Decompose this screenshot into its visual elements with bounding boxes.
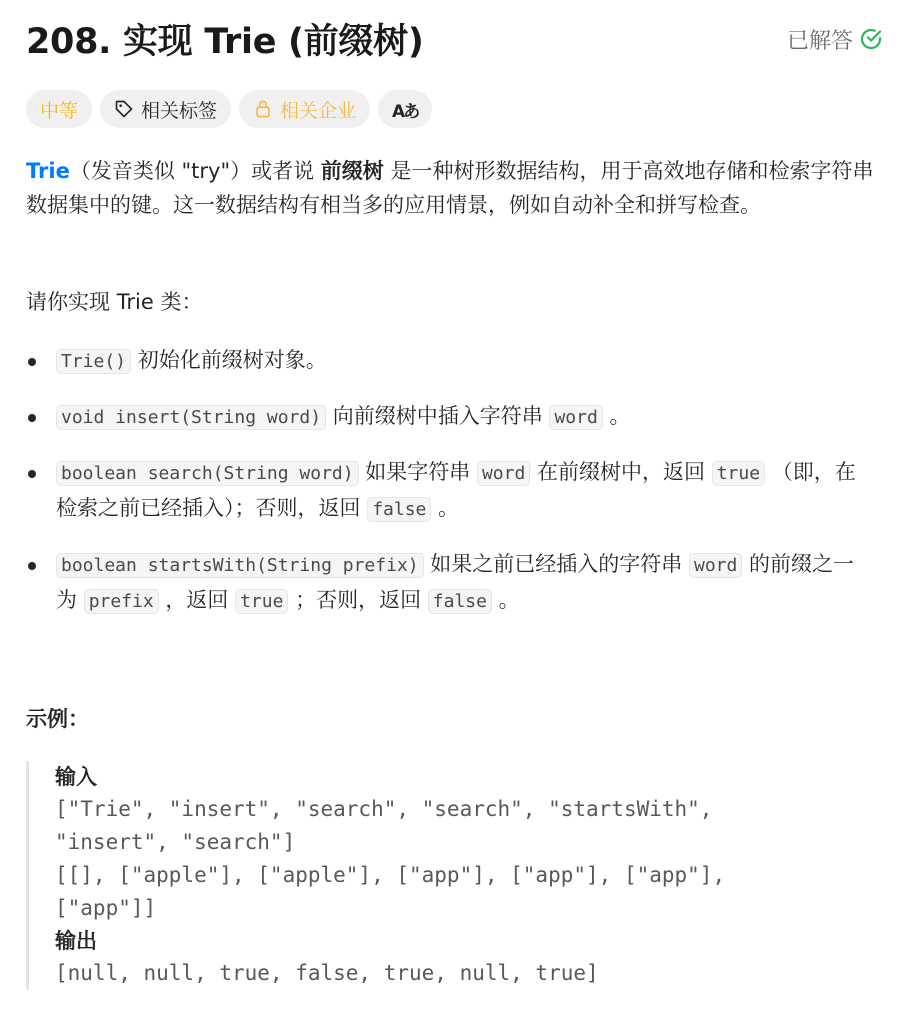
inline-code: prefix	[84, 589, 159, 614]
trie-link[interactable]: Trie	[26, 159, 70, 183]
inline-code: boolean search(String word)	[56, 461, 359, 486]
list-item	[56, 343, 866, 379]
intro-text: 请你实现 Trie 类：	[26, 290, 203, 314]
translate-button[interactable]	[378, 90, 432, 128]
description-text-1: （发音类似 "try"）或者说	[69, 159, 321, 183]
inline-code: boolean startsWith(String prefix)	[56, 553, 424, 578]
method-text: 的前缀之一为	[56, 552, 855, 612]
tag-icon	[114, 99, 134, 119]
method-text: ；否则，返回	[288, 588, 428, 612]
check-circle-icon	[859, 27, 883, 51]
translate-icon: Aあ	[392, 101, 419, 122]
related-companies-label: 相关企业	[280, 99, 357, 122]
method-text: 。	[602, 404, 631, 428]
method-text: 初始化前缀树对象。	[131, 348, 327, 372]
method-list	[26, 343, 866, 639]
description-bold-term: 前缀树	[320, 159, 384, 183]
output-line: [null, null, true, false, true, null, true]	[55, 961, 599, 985]
problem-description	[26, 154, 876, 222]
related-companies-button[interactable]	[239, 90, 370, 128]
method-text: ，返回	[158, 588, 236, 612]
description-text-2: 是一种树形数据结构，用于高效地存储和检索字符串数据集中的键。这一数据结构有相当多的应用情景，例如自动补全和拼写检查。	[26, 159, 874, 217]
inline-code: word	[477, 461, 530, 486]
inline-code: false	[367, 497, 431, 522]
related-tags-button[interactable]	[100, 90, 231, 128]
difficulty-tag[interactable]: 中等	[26, 90, 92, 128]
inline-code: word	[689, 553, 742, 578]
tag-bar	[26, 90, 432, 128]
method-text: （即，在检索之前已经插入）；否则，返回	[56, 460, 856, 520]
lock-icon	[253, 99, 273, 119]
example-block	[26, 761, 876, 990]
list-item	[56, 399, 866, 435]
inline-code: Trie()	[56, 349, 131, 374]
example-heading: 示例：	[26, 707, 89, 731]
list-item	[56, 455, 866, 527]
inline-code: true	[712, 461, 765, 486]
method-text: 。	[431, 496, 460, 520]
method-text: 。	[491, 588, 520, 612]
related-tags-label: 相关标签	[141, 99, 218, 122]
inline-code: true	[235, 589, 288, 614]
solved-label: 已解答	[786, 28, 853, 54]
method-text: 如果之前已经插入的字符串	[423, 552, 689, 576]
inline-code: false	[428, 589, 492, 614]
input-line: ["Trie", "insert", "search", "search", "startsWith",	[55, 797, 713, 821]
input-line: [[], ["apple"], ["apple"], ["app"], ["app"], ["app"],	[55, 863, 726, 887]
input-label: 输入	[55, 765, 97, 789]
input-line: "insert", "search"]	[55, 830, 296, 854]
problem-title: 208. 实现 Trie (前缀树)	[26, 22, 424, 62]
solved-status	[787, 24, 883, 55]
inline-code: void insert(String word)	[56, 405, 326, 430]
method-text: 向前缀树中插入字符串	[326, 404, 550, 428]
output-label: 输出	[55, 929, 97, 953]
input-line: ["app"]]	[55, 896, 157, 920]
method-text: 在前缀树中，返回	[530, 460, 712, 484]
inline-code: word	[549, 405, 602, 430]
problem-header	[26, 16, 883, 62]
method-text: 如果字符串	[358, 460, 477, 484]
list-item	[56, 547, 866, 619]
